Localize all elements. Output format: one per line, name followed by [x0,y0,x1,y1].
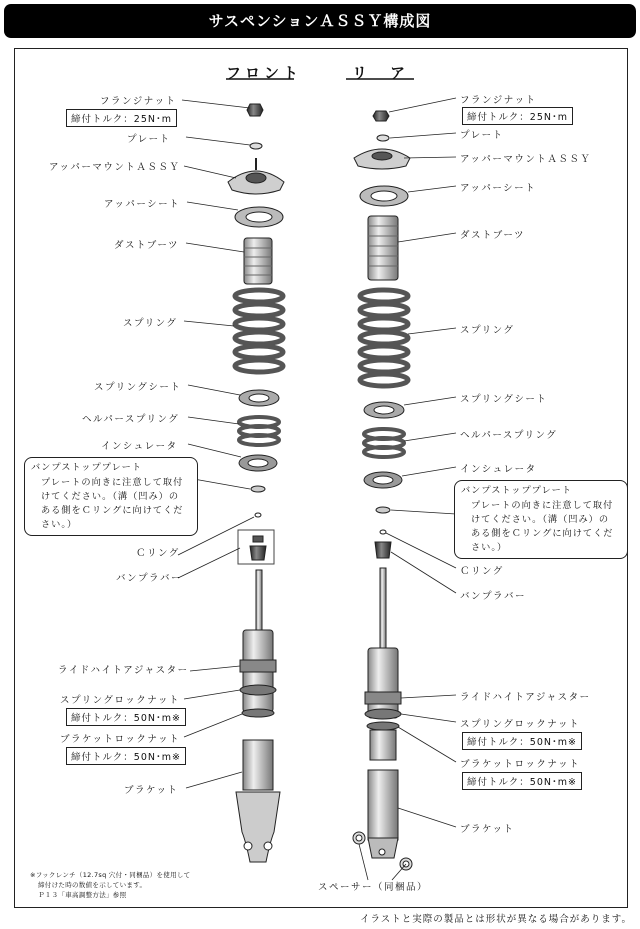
rear-upper-seat-label: アッパーシート [460,183,537,194]
front-c-ring-label: Ｃリング [136,548,180,559]
footnote [30,870,190,900]
rear-dust-boots-label: ダストブーツ [460,230,526,241]
front-bump-plate-note [24,457,198,536]
front-heading: フロント [226,64,303,82]
rear-spacer-label: スペーサー（同梱品） [318,882,429,893]
rear-parts [353,111,412,870]
front-bracket-label: ブラケット [124,785,179,796]
front-spring-label: スプリング [123,318,178,329]
front-flange-torque: 締付トルク：25N･m [66,109,177,127]
disclaimer: イラストと実際の製品とは形状が異なる場合があります。 [360,914,632,925]
rear-leader-lines [359,98,456,880]
front-upper-mount-label: アッパーマウントＡＳＳＹ [49,162,181,173]
rear-spring-lock-torque: 締付トルク：50N･m※ [462,732,582,750]
rear-bump-rubber-label: バンプラバー [460,591,527,602]
rear-spring-lock-nut-label: スプリングロックナット [460,719,581,730]
rear-plate-label: プレート [460,130,504,141]
footnote-line2: 締付けた時の数値を示しています。 [38,881,147,889]
front-bump-plate-body: プレートの向きに注意して取付 けてください。（溝（凹み）の ある側をＣリングに向けてくだ さい。） [41,477,184,530]
rear-bracket-lock-nut-label: ブラケットロックナット [460,759,581,770]
front-insulator-label: インシュレータ [101,441,178,452]
front-dust-boots-label: ダストブーツ [114,240,180,251]
rear-flange-torque: 締付トルク：25N･m [462,107,573,125]
rear-spring-label: スプリング [460,325,515,336]
footnote-line1: ※フックレンチ（12.7sq 穴付・同梱品）を使用して [30,871,191,879]
rear-heading: リ ア [352,64,410,82]
rear-bump-plate-body: プレートの向きに注意して取付 けてください。（溝（凹み）の ある側をＣリングに向けてくだ さい。） [471,500,614,553]
front-bracket-lock-torque: 締付トルク：50N･m※ [66,747,186,765]
rear-insulator-label: インシュレータ [460,464,537,475]
page-title: サスペンションＡＳＳＹ構成図 [4,4,636,38]
footnote-line3: Ｐ１３「車高調整方法」参照 [38,891,127,899]
rear-c-ring-label: Ｃリング [460,566,504,577]
front-spring-lock-torque: 締付トルク：50N･m※ [66,708,186,726]
rear-bracket-lock-torque: 締付トルク：50N･m※ [462,772,582,790]
rear-flange-nut-label: フランジナット [460,95,537,106]
rear-upper-mount-label: アッパーマウントＡＳＳＹ [460,154,592,165]
front-flange-nut-label: フランジナット [100,96,177,107]
rear-bracket-label: ブラケット [460,824,515,835]
rear-spring-seat-label: スプリングシート [460,394,548,405]
front-upper-seat-label: アッパーシート [104,199,181,210]
rear-bump-plate-title: バンプストッププレート [461,485,573,496]
front-bracket-lock-nut-label: ブラケットロックナット [60,734,181,745]
rear-bump-plate-note [454,480,628,559]
front-ride-height-label: ライドハイトアジャスター [58,665,189,676]
front-bump-plate-title: バンプストッププレート [31,462,143,473]
front-spring-seat-label: スプリングシート [94,382,182,393]
front-parts [228,104,284,862]
rear-ride-height-label: ライドハイトアジャスター [460,692,591,703]
front-bump-rubber-label: バンプラバー [116,573,183,584]
front-plate-label: プレート [127,134,171,145]
rear-helper-spring-label: ヘルパースプリング [460,430,558,441]
front-helper-spring-label: ヘルパースプリング [82,414,180,425]
front-spring-lock-nut-label: スプリングロックナット [60,695,181,706]
